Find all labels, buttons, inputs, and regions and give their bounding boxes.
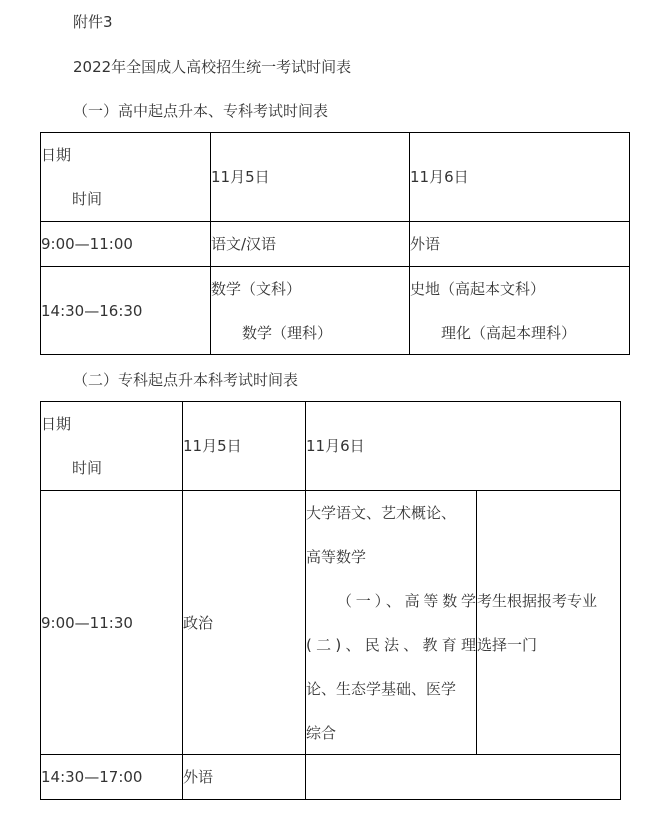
table-row xyxy=(41,491,621,755)
date-label: 日期 xyxy=(41,146,72,164)
subject-text: 外语 xyxy=(410,235,441,253)
subject-cell xyxy=(183,755,306,800)
day2-label: 11月6日 xyxy=(410,168,469,186)
subject-text: 理化（高起本理科） xyxy=(441,323,577,342)
subject-cell xyxy=(410,267,630,355)
time-label: 时间 xyxy=(72,190,103,208)
empty-cell xyxy=(306,755,621,800)
day2-label: 11月6日 xyxy=(306,437,365,455)
time-label: 时间 xyxy=(72,459,103,477)
attachment-label: 附件3 xyxy=(73,13,113,31)
subject-cell xyxy=(183,491,306,755)
subject-line: 大学语文、艺术概论、 xyxy=(306,503,457,522)
subject-text: 数学（文科） xyxy=(211,279,302,298)
day1-header-cell xyxy=(183,402,306,491)
subject-text: 语文/汉语 xyxy=(211,235,277,253)
section1-heading: （一）高中起点升本、专科考试时间表 xyxy=(73,102,329,120)
section2-table xyxy=(40,401,621,800)
time-cell xyxy=(41,755,183,800)
day1-label: 11月5日 xyxy=(211,168,270,186)
day1-label: 11月5日 xyxy=(183,437,242,455)
day1-header-cell xyxy=(211,133,410,222)
subject-line: （一）、高等数学 xyxy=(337,591,476,610)
note-text: 选择一门 xyxy=(477,635,538,654)
document-title: 2022年全国成人高校招生统一考试时间表 xyxy=(73,58,352,76)
note-cell xyxy=(477,491,621,755)
subject-text: 数学（理科） xyxy=(242,323,333,342)
time-cell xyxy=(41,222,211,267)
subject-cell xyxy=(211,222,410,267)
date-label: 日期 xyxy=(41,415,72,433)
subject-line: 论、生态学基础、医学 xyxy=(306,679,457,698)
subject-line: (二)、民法、教育理 xyxy=(306,635,476,654)
time-text: 9:00—11:00 xyxy=(41,235,133,253)
time-cell xyxy=(41,267,211,355)
subject-text: 政治 xyxy=(183,613,214,632)
subject-line: 高等数学 xyxy=(306,547,367,566)
time-text: 14:30—16:30 xyxy=(41,301,143,320)
time-text: 14:30—17:00 xyxy=(41,768,143,786)
table-row xyxy=(41,222,630,267)
table-row xyxy=(41,755,621,800)
subject-text: 外语 xyxy=(183,768,214,786)
date-time-header-cell xyxy=(41,133,211,222)
subject-list-cell xyxy=(306,491,477,755)
subject-cell xyxy=(410,222,630,267)
table-header-row xyxy=(41,402,621,491)
table-row xyxy=(41,267,630,355)
day2-header-cell xyxy=(410,133,630,222)
subject-cell xyxy=(211,267,410,355)
date-time-header-cell xyxy=(41,402,183,491)
subject-text: 史地（高起本文科） xyxy=(410,279,546,298)
section1-table xyxy=(40,132,630,355)
table-header-row xyxy=(41,133,630,222)
time-text: 9:00—11:30 xyxy=(41,613,133,632)
day2-header-cell xyxy=(306,402,621,491)
note-text: 考生根据报考专业 xyxy=(477,591,598,610)
section2-heading: （二）专科起点升本科考试时间表 xyxy=(73,371,299,389)
time-cell xyxy=(41,491,183,755)
subject-line: 综合 xyxy=(306,723,337,742)
